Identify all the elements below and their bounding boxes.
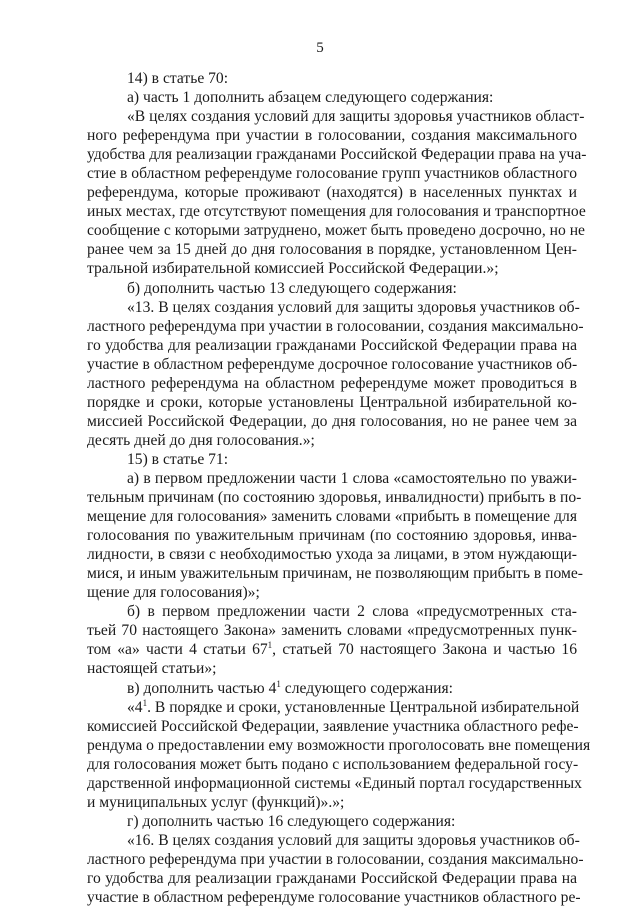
- text-line: [87, 259, 577, 278]
- text-line: [87, 69, 577, 88]
- text-line-content: следующего содержания:: [280, 679, 454, 697]
- text-line-content: десять дней до дня голосования.»;: [87, 431, 315, 449]
- text-line-content: б) дополнить частью 13 следующего содержания:: [127, 279, 457, 297]
- text-line: [87, 717, 577, 736]
- text-line: [87, 355, 577, 374]
- text-line: [87, 145, 587, 164]
- text-line-content: ного референдума при участии в голосовании, создания максимального: [87, 127, 577, 145]
- text-line: [87, 621, 577, 640]
- text-line-content: «В целях создания условий для защиты здоровья участников област-: [127, 108, 585, 126]
- text-line: [87, 279, 577, 298]
- text-line-content: и муниципальных услуг (функций)».»;: [87, 793, 345, 811]
- text-line: [87, 640, 577, 659]
- text-line-content: «16. В целях создания условий для защиты здоровья участников об-: [127, 831, 580, 849]
- superscript: 1: [276, 678, 281, 689]
- text-line-content: том «а» части 4 статьи 67: [87, 641, 268, 659]
- text-line: [87, 88, 577, 107]
- text-line: [87, 221, 585, 240]
- text-line-content: мещение для голосования» заменить словами «прибыть в помещение для: [87, 508, 577, 526]
- text-line-content: а) в первом предложении части 1 слова «самостоятельно по уважи-: [127, 469, 577, 487]
- text-line-content: участие в областном референдуме голосование участников областного ре-: [87, 889, 581, 907]
- text-line: [87, 336, 577, 355]
- text-line: [87, 240, 577, 259]
- text-line-content: а) часть 1 дополнить абзацем следующего содержания:: [127, 89, 494, 107]
- text-line: [87, 488, 582, 507]
- text-line-content: го удобства для реализации гражданами Российской Федерации права на: [87, 336, 577, 354]
- text-line: [87, 526, 577, 545]
- text-line: [87, 107, 585, 126]
- text-line: [87, 793, 577, 812]
- text-line: [87, 869, 577, 888]
- text-line-content: . В порядке и сроки, установленные Центральной избирательной: [147, 698, 580, 716]
- superscript: 1: [267, 640, 273, 651]
- text-line-content: референдума, которые проживают (находятся) в населенных пунктах и: [87, 184, 577, 202]
- text-line-content: стие в областном референдуме голосование групп участников областного: [87, 165, 577, 183]
- text-line-content: рендума о предоставлении ему возможности проголосовать вне помещения: [87, 736, 591, 754]
- text-line-content: ластного референдума при участии в голосовании, создания максимально-: [87, 850, 584, 868]
- text-line: [87, 697, 580, 717]
- text-line: [87, 755, 577, 774]
- text-line-content: лидности, в связи с необходимостью ухода за лицами, в этом нуждающи-: [87, 546, 577, 564]
- text-line-content: ластного референдума на областном референдуме может проводиться в: [87, 374, 577, 392]
- text-line: [87, 831, 580, 850]
- text-line: [87, 583, 577, 602]
- text-line-content: голосования по уважительным причинам (по состоянию здоровья, инва-: [87, 527, 577, 545]
- text-line-content: порядке и сроки, которые установлены Центральной избирательной ко-: [87, 393, 577, 411]
- text-line: [87, 469, 577, 488]
- text-line-content: щение для голосования)»;: [87, 584, 260, 602]
- text-line-content: 14) в статье 70:: [127, 70, 229, 87]
- text-line-content: ранее чем за 15 дней до дня голосования в порядке, установленном Цен-: [87, 241, 577, 259]
- text-line: [87, 183, 577, 202]
- text-line: [87, 850, 584, 869]
- text-line: [87, 450, 577, 469]
- text-line-content: го удобства для реализации гражданами Российской Федерации права на: [87, 869, 577, 887]
- text-line-content: иных местах, где отсутствуют помещения для голосования и транспортное: [87, 203, 586, 221]
- text-line: [87, 564, 583, 583]
- text-line-content: ластного референдума при участии в голосовании, создания максимально-: [87, 317, 584, 335]
- text-line: [87, 412, 577, 431]
- text-line-content: тьей 70 настоящего Закона» заменить словами «предусмотренных пунк-: [87, 622, 577, 640]
- text-line: [87, 679, 577, 698]
- text-line-content: удобства для реализации гражданами Российской Федерации права на уча-: [87, 146, 587, 164]
- text-line: [87, 736, 591, 755]
- text-line-content: тельным причинам (по состоянию здоровья, инвалидности) прибыть в по-: [87, 489, 582, 507]
- text-line-content: , статьей 70 настоящего Закона и частью 16: [272, 641, 577, 659]
- text-line: [87, 202, 586, 221]
- text-line-content: «13. В целях создания условий для защиты здоровья участников об-: [127, 298, 580, 316]
- text-line: [87, 545, 577, 564]
- superscript: 1: [142, 697, 148, 708]
- text-line-content: мися, и иным уважительным причинам, не позволяющим прибыть в поме-: [87, 565, 583, 583]
- text-line: [87, 374, 577, 393]
- text-line: [87, 888, 581, 907]
- text-line: [87, 298, 580, 317]
- text-line-content: б) в первом предложении части 2 слова «предусмотренных ста-: [127, 603, 577, 621]
- text-line-content: г) дополнить частью 16 следующего содержания:: [127, 812, 456, 830]
- text-line: [87, 774, 582, 793]
- text-line-content: 15) в статье 71:: [127, 450, 229, 468]
- document-body: [87, 69, 591, 907]
- text-line-content: тральной избирательной комиссией Российской Федерации.»;: [87, 260, 499, 278]
- text-line-content: дарственной информационной системы «Единый портал государственных: [87, 774, 582, 792]
- page-number: 5: [316, 40, 324, 56]
- text-line: [87, 507, 577, 526]
- text-line-content: для голосования может быть подано с использованием федеральной госу-: [87, 755, 579, 773]
- text-line: [87, 812, 577, 831]
- text-line: [87, 317, 584, 336]
- text-line-content: «4: [127, 698, 143, 716]
- text-line: [87, 659, 577, 678]
- text-line: [87, 431, 577, 450]
- text-line: [87, 126, 577, 145]
- text-line: [87, 164, 577, 183]
- text-line-content: участие в областном референдуме досрочное голосование участников об-: [87, 355, 578, 373]
- text-line: [87, 602, 577, 621]
- text-line-content: сообщение с которыми затруднено, может быть проведено досрочно, но не: [87, 222, 585, 240]
- text-line-content: миссией Российской Федерации, до дня голосования, но не ранее чем за: [87, 412, 577, 430]
- text-line-content: настоящей статьи»;: [87, 660, 217, 678]
- text-line-content: в) дополнить частью 4: [127, 679, 277, 697]
- text-line-content: комиссией Российской Федерации, заявление участника областного рефе-: [87, 717, 579, 735]
- text-line: [87, 393, 577, 412]
